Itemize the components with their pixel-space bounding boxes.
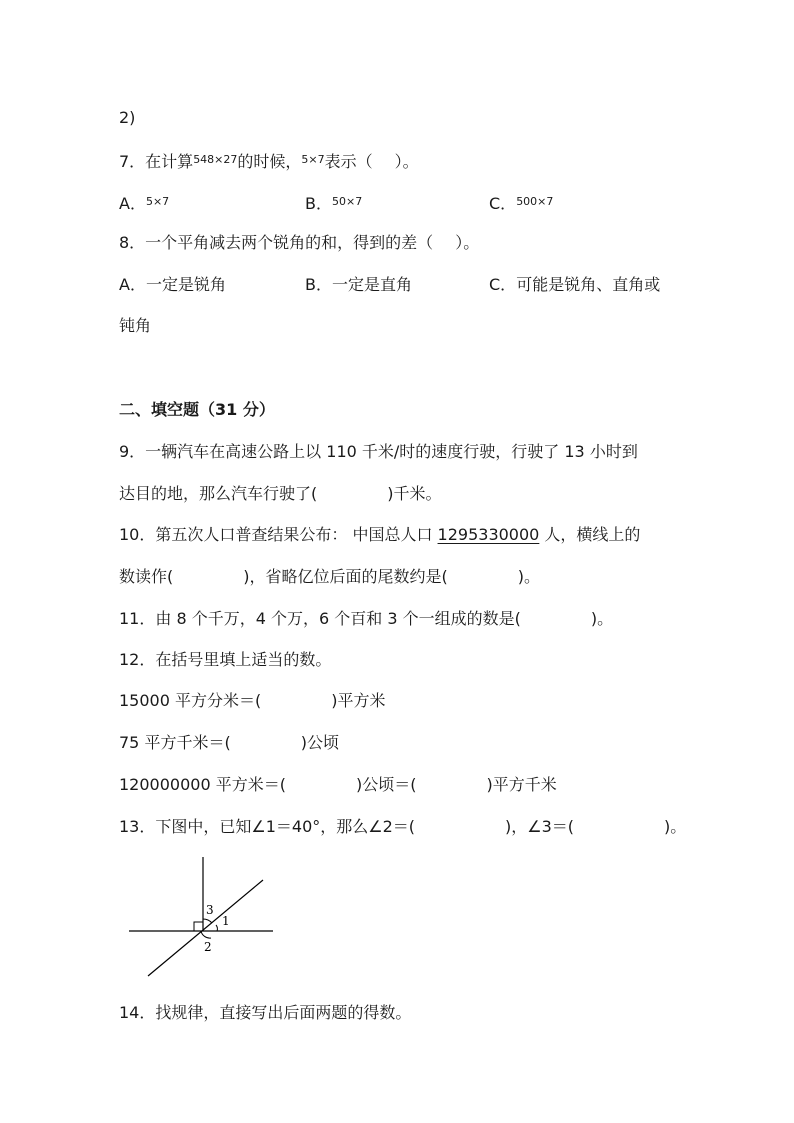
section-title: 二、填空题（31 分） [119,400,275,419]
q10-population-number: 1295330000 [437,525,540,544]
q12-r3-text-b: )公顷＝( [355,775,417,794]
q12-r3-text-c: )平方千米 [486,775,557,794]
q7-mid: 的时候， [237,152,302,171]
option-text: 可能是锐角、直角或 [516,275,661,294]
q10-text-b: 人，横线上的 [539,525,641,544]
question-11 [119,609,613,629]
q8-option-c-wrap: 钝角 [119,316,152,335]
q11-text-a: 11．由 8 个千万，4 个万，6 个百和 3 个一组成的数是( [119,609,521,628]
angle-label-3: 3 [206,903,214,917]
q12-r3-text-a: 120000000 平方米＝( [119,775,286,794]
q10-text-a: 10．第五次人口普查结果公布： 中国总人口 [119,525,438,544]
q12-r2-text-b: )公顷 [300,733,339,752]
q7-end: ）。 [394,152,419,171]
option-label: C． [489,275,517,294]
option-text: 一定是锐角 [145,275,226,294]
q7-expr: 548×27 [193,153,238,166]
angle-1-arc [216,925,217,931]
option-value: 50×7 [331,195,363,208]
q12-row-1 [119,691,385,711]
question-13 [119,817,686,837]
q7-suffix: 表示（ [324,152,373,171]
question-8 [119,233,479,253]
option-value: 500×7 [516,195,554,208]
question-9-line2 [119,484,442,504]
q11-text-b: )。 [590,609,614,628]
option-value: 5×7 [145,195,170,208]
angle-label-1: 1 [222,914,230,928]
question-14-stem: 14．找规律，直接写出后面两题的得数。 [119,1003,412,1022]
angle-figure [125,852,285,982]
angle-2-arc [201,931,211,938]
angle-3-arc [203,919,212,923]
q7-option-c[interactable] [489,192,553,214]
right-angle-mark [194,922,203,931]
q10-text-d: )，省略亿位后面的尾数约是( [243,567,448,586]
q8-option-c[interactable] [489,275,660,295]
option-label: B． [305,194,332,213]
question-10-line1 [119,525,640,545]
q12-r2-text-a: 75 平方千米＝( [119,733,231,752]
option-label: C． [489,194,517,213]
option-label: B． [305,275,332,294]
q13-text-b: )，∠3＝( [505,817,575,836]
q7-option-a[interactable] [119,192,169,214]
q7-expr2: 5×7 [301,153,325,166]
q12-r1-text-a: 15000 平方分米＝( [119,691,262,710]
q9-text-a: 达目的地，那么汽车行驶了( [119,484,318,503]
question-12-stem: 12．在括号里填上适当的数。 [119,650,332,669]
q10-text-c: 数读作( [119,567,174,586]
q12-row-2 [119,733,339,753]
question-7 [119,150,419,172]
q12-r1-text-b: )平方米 [331,691,386,710]
q8-stem: 8．一个平角减去两个锐角的和，得到的差（ [119,233,434,252]
q13-text-a: 13．下图中，已知∠1＝40°，那么∠2＝( [119,817,416,836]
continued-fragment: 2) [119,108,136,127]
q10-text-e: )。 [517,567,540,586]
q8-option-a[interactable] [119,275,226,295]
q9-text-b: )千米。 [387,484,442,503]
question-9-line1: 9．一辆汽车在高速公路上以 110 千米/时的速度行驶，行驶了 13 小时到 [119,442,638,461]
option-text: 一定是直角 [331,275,412,294]
option-label: A． [119,275,146,294]
question-10-line2 [119,567,540,587]
q8-end: ）。 [455,233,480,252]
q8-option-b[interactable] [305,275,412,295]
q7-prefix: 7．在计算 [119,152,194,171]
q12-row-3 [119,775,557,795]
q7-option-b[interactable] [305,192,362,214]
angle-label-2: 2 [204,940,212,954]
option-label: A． [119,194,146,213]
diagonal-line [148,880,263,976]
q13-text-c: )。 [664,817,687,836]
